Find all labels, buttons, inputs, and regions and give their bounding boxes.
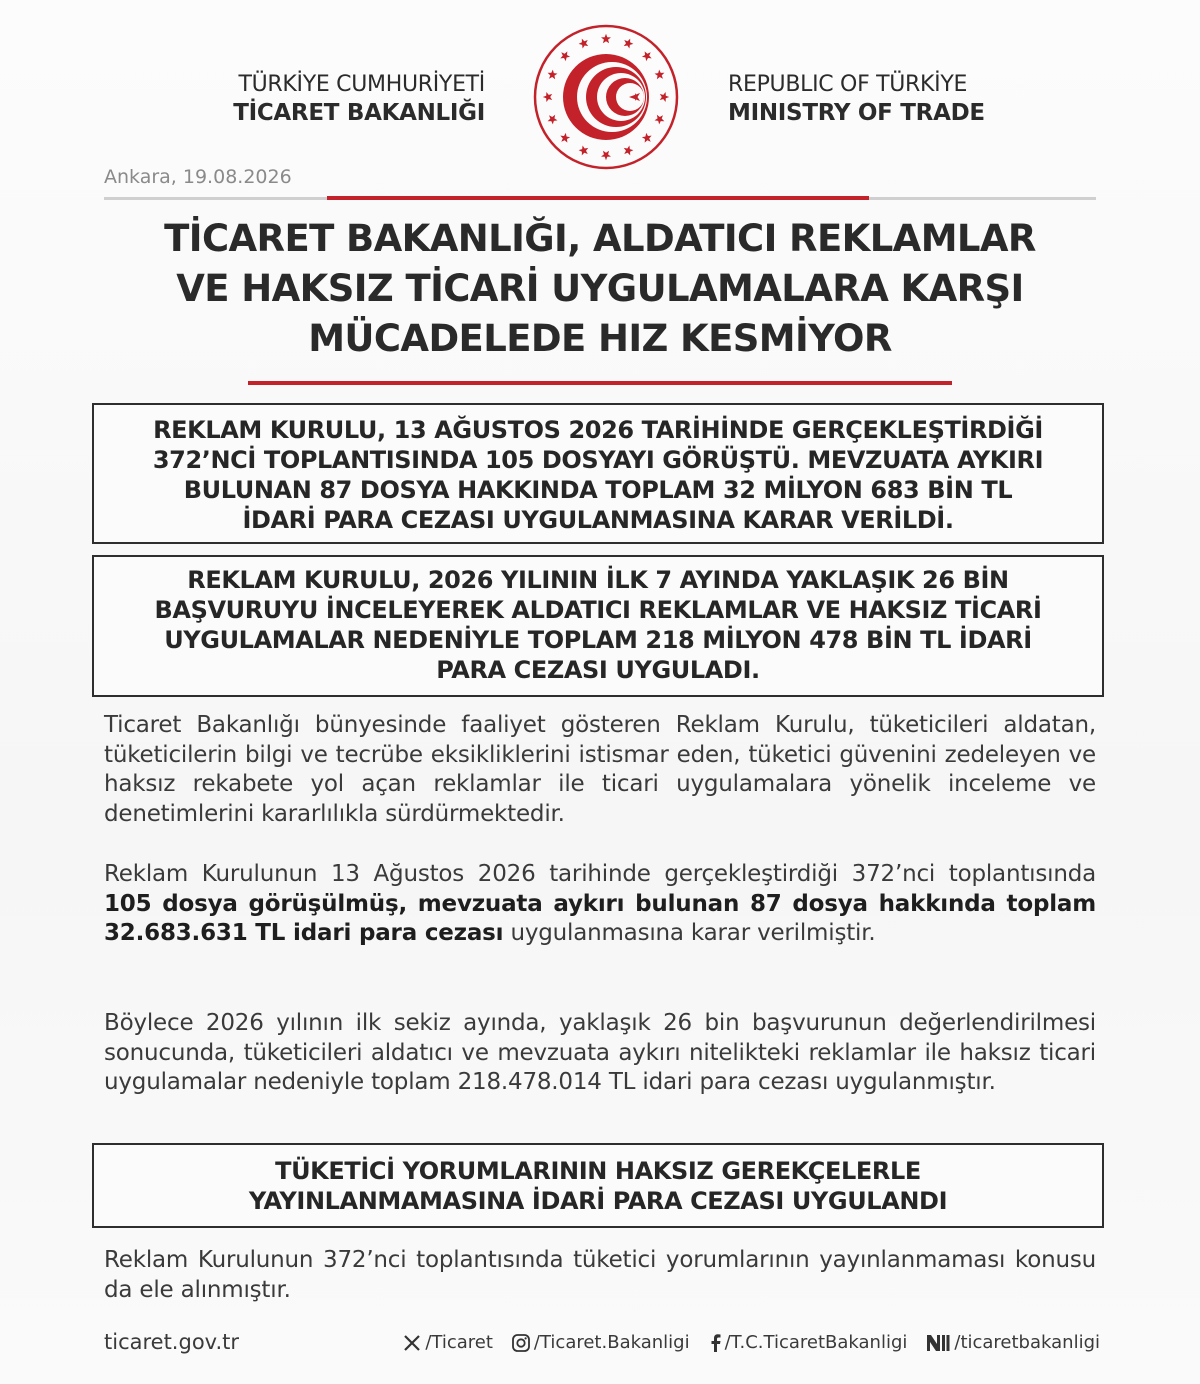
accent-divider [248,381,952,385]
emblem-star-icon [560,133,570,143]
paragraph-bold-text: 105 dosya görüşülmüş, mevzuata aykırı bulunan 87 dosya hakkında toplam 32.683.631 TL idari para cezası [104,890,1096,946]
highlight-box-meeting [92,403,1104,544]
highlight-line: REKLAM KURULU, 13 AĞUSTOS 2026 TARİHİNDE GERÇEKLEŞTİRDİĞİ [153,416,1043,444]
highlight-box-annual [92,555,1104,697]
paragraph-text: Reklam Kurulunun 13 Ağustos 2026 tarihinde gerçekleştirdiği 372’nci toplantısında [104,861,1096,887]
emblem-star-icon [560,51,570,61]
highlight-box-reviews [92,1143,1104,1228]
dateline: Ankara, 19.08.2026 [104,166,292,188]
instagram-icon [511,1333,531,1353]
social-links [402,1332,1100,1353]
x-icon [402,1333,422,1353]
body-paragraph [104,860,1096,949]
accent-divider [327,196,869,200]
facebook-link[interactable] [708,1332,908,1353]
ministry-name-turkish [180,70,485,128]
highlight-line: BAŞVURUYU İNCELEYEREK ALDATICI REKLAMLAR VE HAKSIZ TİCARİ [154,596,1042,624]
body-paragraph: Reklam Kurulunun 372’nci toplantısında tüketici yorumlarının yayınlanmaması konusu da ele alınmıştır. [104,1247,1096,1303]
republic-name-tr: TÜRKİYE CUMHURİYETİ [238,72,485,97]
emblem-star-icon [642,51,652,61]
highlight-line: 372’NCİ TOPLANTISINDA 105 DOSYAYI GÖRÜŞTÜ. MEVZUATA AYKIRI [152,446,1044,474]
headline [60,214,1140,364]
instagram-link[interactable] [511,1332,690,1353]
emblem-star-icon [579,39,589,49]
ministry-name-tr: TİCARET BAKANLIĞI [233,100,485,126]
emblem-star-icon [548,70,558,80]
paragraph-text: uygulanmasına karar verilmiştir. [503,920,876,946]
highlight-line: TÜKETİCİ YORUMLARININ HAKSIZ GEREKÇELERLE [275,1157,921,1185]
headline-line: VE HAKSIZ TİCARİ UYGULAMALARA KARŞI [176,267,1024,310]
facebook-icon [708,1333,722,1353]
emblem-star-icon [624,146,634,156]
emblem-star-icon [655,70,665,80]
highlight-line: UYGULAMALAR NEDENİYLE TOPLAM 218 MİLYON 478 BİN TL İDARİ [164,626,1032,654]
emblem-star-icon [548,115,558,125]
body-paragraph: Ticaret Bakanlığı bünyesinde faaliyet gösteren Reklam Kurulu, tüketicileri aldatan, tüketicilerin bilgi ve tecrübe eksikliklerini istismar eden, tüketici güvenini zedeleyen ve haksız rekabete yol açan reklamlar ile ticari uygulamalara yönelik inceleme ve denetimlerini kararlılıkla sürdürmektedir. [104,712,1096,827]
emblem-star-icon [655,115,665,125]
headline-line: TİCARET BAKANLIĞI, ALDATICI REKLAMLAR [164,217,1036,260]
nsosyal-handle: /ticaretbakanligi [954,1332,1100,1353]
nsosyal-icon [925,1333,951,1353]
instagram-handle: /Ticaret.Bakanligi [533,1332,690,1353]
x-link[interactable] [402,1332,493,1353]
body-paragraph: Böylece 2026 yılının ilk sekiz ayında, yaklaşık 26 bin başvurunun değerlendirilmesi sonucunda, tüketicileri aldatıcı ve mevzuata aykırı nitelikteki reklamlar ile haksız ticari uygulamalar nedeniyle toplam 218.478.014 TL idari para cezası uygulanmıştır. [104,1010,1096,1095]
emblem-star-icon [579,146,589,156]
x-handle: /Ticaret [425,1332,493,1353]
nsosyal-link[interactable] [925,1332,1100,1353]
headline-line: MÜCADELEDE HIZ KESMİYOR [308,317,892,360]
emblem-star-icon [660,92,669,102]
highlight-line: BULUNAN 87 DOSYA HAKKINDA TOPLAM 32 MİLYON 683 BİN TL [183,476,1013,504]
highlight-line: REKLAM KURULU, 2026 YILININ İLK 7 AYINDA YAKLAŞIK 26 BİN [187,566,1009,594]
website-link[interactable]: ticaret.gov.tr [104,1330,240,1354]
emblem-star-icon [601,151,611,160]
ministry-name-en: MINISTRY OF TRADE [728,100,985,126]
footer [104,1330,1100,1360]
ministry-name-english [728,70,1048,128]
highlight-line: YAYINLANMAMASINA İDARİ PARA CEZASI UYGULANDI [248,1187,948,1215]
highlight-line: PARA CEZASI UYGULADI. [436,656,760,684]
highlight-line: İDARİ PARA CEZASI UYGULANMASINA KARAR VERİLDİ. [242,506,954,534]
emblem-star-icon [601,34,611,43]
emblem-star-icon [543,92,552,102]
emblem-star-icon [624,39,634,49]
emblem-star-icon [642,133,652,143]
facebook-handle: /T.C.TicaretBakanligi [724,1332,908,1353]
ministry-emblem-icon [532,23,680,171]
republic-name-en: REPUBLIC OF TÜRKİYE [728,72,968,97]
